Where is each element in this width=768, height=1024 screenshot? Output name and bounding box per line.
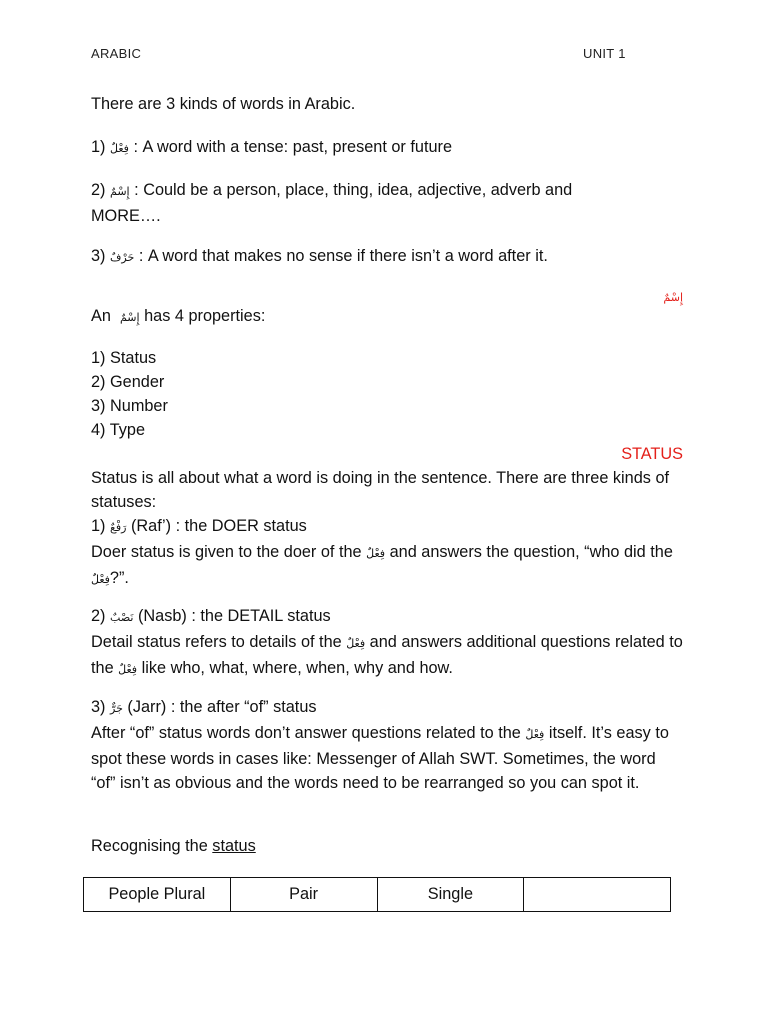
- intro-text: There are 3 kinds of words in Arabic.: [91, 95, 356, 113]
- property-item: 4) Type: [91, 421, 146, 439]
- kind-3: [91, 244, 683, 270]
- arabic-word: إِسْمٌ: [119, 311, 140, 324]
- kind-number: 1): [91, 138, 106, 156]
- kind-1: [91, 135, 683, 161]
- property-item: 2) Gender: [91, 373, 165, 391]
- underlined-word: status: [212, 837, 256, 855]
- status-raf: 1) رَفْعٌ (Raf’) : the DOER status Doer status is given to the doer of the فِعْلٌ and answers the question, “who did the فِعْلٌ?”.: [91, 514, 683, 592]
- table-header-cell: Pair: [230, 878, 377, 912]
- table-header-cell: Single: [377, 878, 524, 912]
- kind-number: 3): [91, 247, 106, 265]
- table-header-cell: People Plural: [84, 878, 231, 912]
- table-row: [84, 878, 671, 912]
- property-item: 3) Number: [91, 397, 168, 415]
- status-title: (Jarr) : the after “of” status: [127, 698, 317, 716]
- status-description: After “of” status words don’t answer questions related to the فِعْلٌ itself. It’s easy to spot these words in cases like: Messenger of Allah SWT. Sometimes, the word “of” isn’t as obvious and the words need to be rearranged so you can spot it.: [91, 724, 669, 792]
- property-item: 1) Status: [91, 349, 157, 367]
- status-jarr: 3) جَرٌّ (Jarr) : the after “of” status After “of” status words don’t answer questions related to the فِعْلٌ itself. It’s easy to spot these words in cases like: Messenger of Allah SWT. Sometimes, the word “of” isn’t as obvious and the words need to be rearranged so you can spot it.: [91, 695, 683, 795]
- status-nasb: 2) نَصْبٌ (Nasb) : the DETAIL status Detail status refers to details of the فِعْلٌ and answers additional questions related to the فِعْلٌ like who, what, where, when, why and how.: [91, 604, 683, 682]
- properties-list: [91, 346, 683, 442]
- kind-description-continued: MORE….: [91, 207, 161, 225]
- section-heading-ism: إِسْمٌ: [663, 291, 683, 304]
- status-heading: STATUS: [621, 445, 683, 463]
- recognising-status: Recognising the status: [91, 837, 256, 855]
- status-table: [83, 877, 671, 912]
- arabic-word: رَفْعٌ: [110, 521, 127, 534]
- kind-2: [91, 178, 683, 228]
- arabic-word: حَرْفٌ: [110, 251, 135, 264]
- page-header-right: UNIT 1: [583, 46, 626, 61]
- status-description: Doer status is given to the doer of the فِعْلٌ and answers the question, “who did the فِعْلٌ?”.: [91, 543, 673, 587]
- arabic-word: إِسْمٌ: [110, 185, 130, 198]
- arabic-word: جَرٌّ: [110, 702, 123, 715]
- arabic-word: فِعْلٌ: [110, 142, 129, 155]
- kind-description: : Could be a person, place, thing, idea, adjective, adverb and: [134, 181, 573, 199]
- kind-description: : A word that makes no sense if there isn’t a word after it.: [138, 247, 548, 265]
- kind-description: : A word with a tense: past, present or future: [133, 138, 453, 156]
- status-description: Detail status refers to details of the فِعْلٌ and answers additional questions related to the فِعْلٌ like who, what, where, when, why and how.: [91, 633, 683, 677]
- page-header-left: ARABIC: [91, 46, 142, 61]
- kind-number: 2): [91, 181, 106, 199]
- status-title: (Raf’) : the DOER status: [130, 517, 307, 535]
- properties-intro: An إِسْمٌ has 4 properties:: [91, 307, 266, 325]
- status-intro: Status is all about what a word is doing in the sentence. There are three kinds of statuses:: [91, 469, 670, 511]
- status-title: (Nasb) : the DETAIL status: [137, 607, 331, 625]
- arabic-word: نَصْبٌ: [110, 611, 134, 624]
- table-header-cell: [524, 878, 671, 912]
